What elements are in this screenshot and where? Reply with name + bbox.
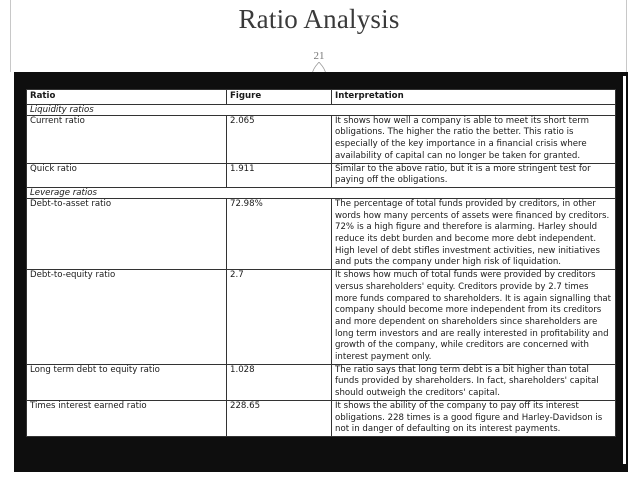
cell-ratio: Times interest earned ratio: [27, 400, 227, 436]
section-row-leverage: [27, 187, 616, 198]
table-row: [27, 163, 616, 187]
cell-figure: 72.98%: [227, 198, 332, 269]
table-row: [27, 364, 616, 400]
cell-interpretation: Similar to the above ratio, but it is a more stringent test for paying off the obligations.: [332, 163, 616, 187]
cell-interpretation: It shows how much of total funds were provided by creditors versus shareholders' equity. Creditors provide by 2.7 times more funds compared to shareholders. It is again signalling that company should become more independent from its creditors and more dependent on shareholders since shareholders are long term investors and are really interested in profitability and growth of the company, while creditors are concerned with interest payment only.: [332, 270, 616, 365]
cell-ratio: Debt-to-asset ratio: [27, 198, 227, 269]
slide-title: Ratio Analysis: [238, 4, 400, 34]
cell-figure: 1.911: [227, 163, 332, 187]
cell-figure: 1.028: [227, 364, 332, 400]
table-row: [27, 400, 616, 436]
cell-figure: 2.7: [227, 270, 332, 365]
table-row: [27, 115, 616, 163]
table-row: [27, 198, 616, 269]
table-row: [27, 270, 616, 365]
cell-ratio: Current ratio: [27, 115, 227, 163]
section-row-liquidity: [27, 104, 616, 115]
cell-interpretation: The ratio says that long term debt is a bit higher than total funds provided by shareholders. In fact, shareholders' capital should outweigh the creditors' capital.: [332, 364, 616, 400]
header-interpretation: Interpretation: [332, 90, 616, 105]
cell-figure: 2.065: [227, 115, 332, 163]
ratio-table-image: [14, 72, 628, 472]
header-ratio: Ratio: [27, 90, 227, 105]
cell-interpretation: The percentage of total funds provided by creditors, in other words how many percents of assets were financed by creditors. 72% is a high figure and therefore is alarming. Harley should reduce its debt burden and become more debt independent. High level of debt stifles investment activities, new initiatives and puts the company under high risk of liquidation.: [332, 198, 616, 269]
section-label-leverage: Leverage ratios: [27, 187, 616, 198]
cell-figure: 228.65: [227, 400, 332, 436]
section-label-liquidity: Liquidity ratios: [27, 104, 616, 115]
cell-interpretation: It shows how well a company is able to meet its short term obligations. The higher the ratio the better. This ratio is especially of the key importance in a financial crisis where availability of capital can no longer be taken for granted.: [332, 115, 616, 163]
cell-ratio: Quick ratio: [27, 163, 227, 187]
slide-number: 21: [313, 50, 325, 62]
cell-ratio: Long term debt to equity ratio: [27, 364, 227, 400]
table-header-row: [27, 90, 616, 105]
ratio-table: [26, 89, 616, 437]
cell-interpretation: It shows the ability of the company to pay off its interest obligations. 228 times is a good figure and Harley-Davidson is not in danger of defaulting on its interest payments.: [332, 400, 616, 436]
header-figure: Figure: [227, 90, 332, 105]
cell-ratio: Debt-to-equity ratio: [27, 270, 227, 365]
